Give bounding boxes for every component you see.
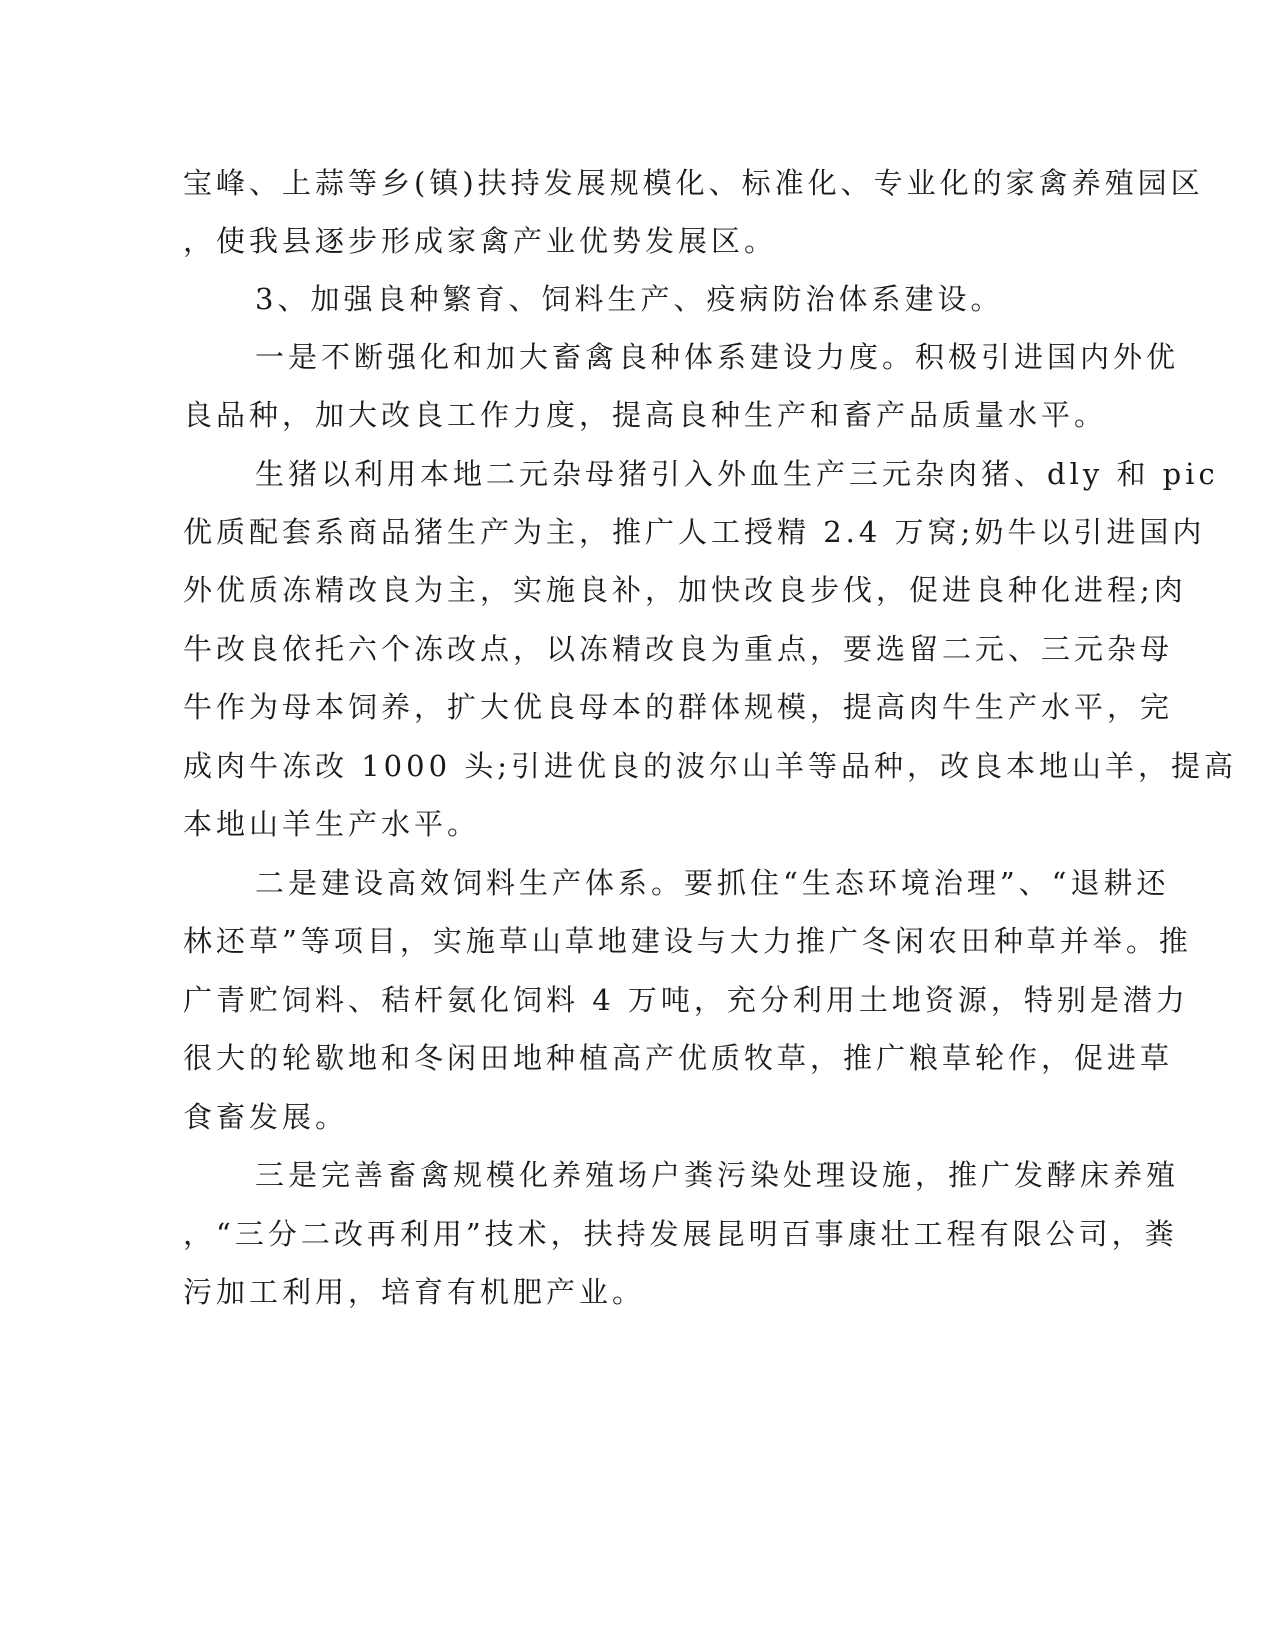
text-line-15: 广青贮饲料、秸杆氨化饲料 4 万吨，充分利用土地资源，特别是潜力 — [183, 983, 1189, 1017]
text-line-11: 成肉牛冻改 1000 头;引进优良的波尔山羊等品种，改良本地山羊，提高 — [183, 749, 1238, 783]
text-line-16: 很大的轮歇地和冬闲田地种植高产优质牧草，推广粮草轮作，促进草 — [183, 1041, 1174, 1075]
text-line-20: 污加工利用，培育有机肥产业。 — [183, 1275, 646, 1309]
text-line-10: 牛作为母本饲养，扩大优良母本的群体规模，提高肉牛生产水平，完 — [183, 690, 1174, 724]
text-line-6: 生猪以利用本地二元杂母猪引入外血生产三元杂肉猪、dly 和 pic — [255, 457, 1219, 491]
text-line-19: ，“三分二改再利用”技术，扶持发展昆明百事康壮工程有限公司，粪 — [183, 1217, 1178, 1251]
text-line-14: 林还草”等项目，实施草山草地建设与大力推广冬闲农田种草并举。推 — [183, 924, 1192, 958]
section-heading: 3、加强良种繁育、饲料生产、疫病防治体系建设。 — [255, 282, 1004, 316]
text-line-8: 外优质冻精改良为主，实施良补，加快改良步伐，促进良种化进程;肉 — [183, 573, 1187, 607]
text-line-13: 二是建设高效饲料生产体系。要抓住“生态环境治理”、“退耕还 — [255, 866, 1170, 900]
text-line-17: 食畜发展。 — [183, 1100, 349, 1134]
text-line-9: 牛改良依托六个冻改点，以冻精改良为重点，要选留二元、三元杂母 — [183, 632, 1174, 666]
text-line-2: ，使我县逐步形成家禽产业优势发展区。 — [183, 224, 778, 258]
text-line-5: 良品种，加大改良工作力度，提高良种生产和畜产品质量水平。 — [183, 398, 1108, 432]
text-line-7: 优质配套系商品猪生产为主，推广人工授精 2.4 万窝;奶牛以引进国内 — [183, 515, 1206, 549]
text-line-18: 三是完善畜禽规模化养殖场户粪污染处理设施，推广发酵床养殖 — [255, 1158, 1180, 1192]
text-line-4: 一是不断强化和加大畜禽良种体系建设力度。积极引进国内外优 — [255, 340, 1180, 374]
text-line-1: 宝峰、上蒜等乡(镇)扶持发展规模化、标准化、专业化的家禽养殖园区 — [183, 166, 1204, 200]
text-line-12: 本地山羊生产水平。 — [183, 807, 481, 841]
